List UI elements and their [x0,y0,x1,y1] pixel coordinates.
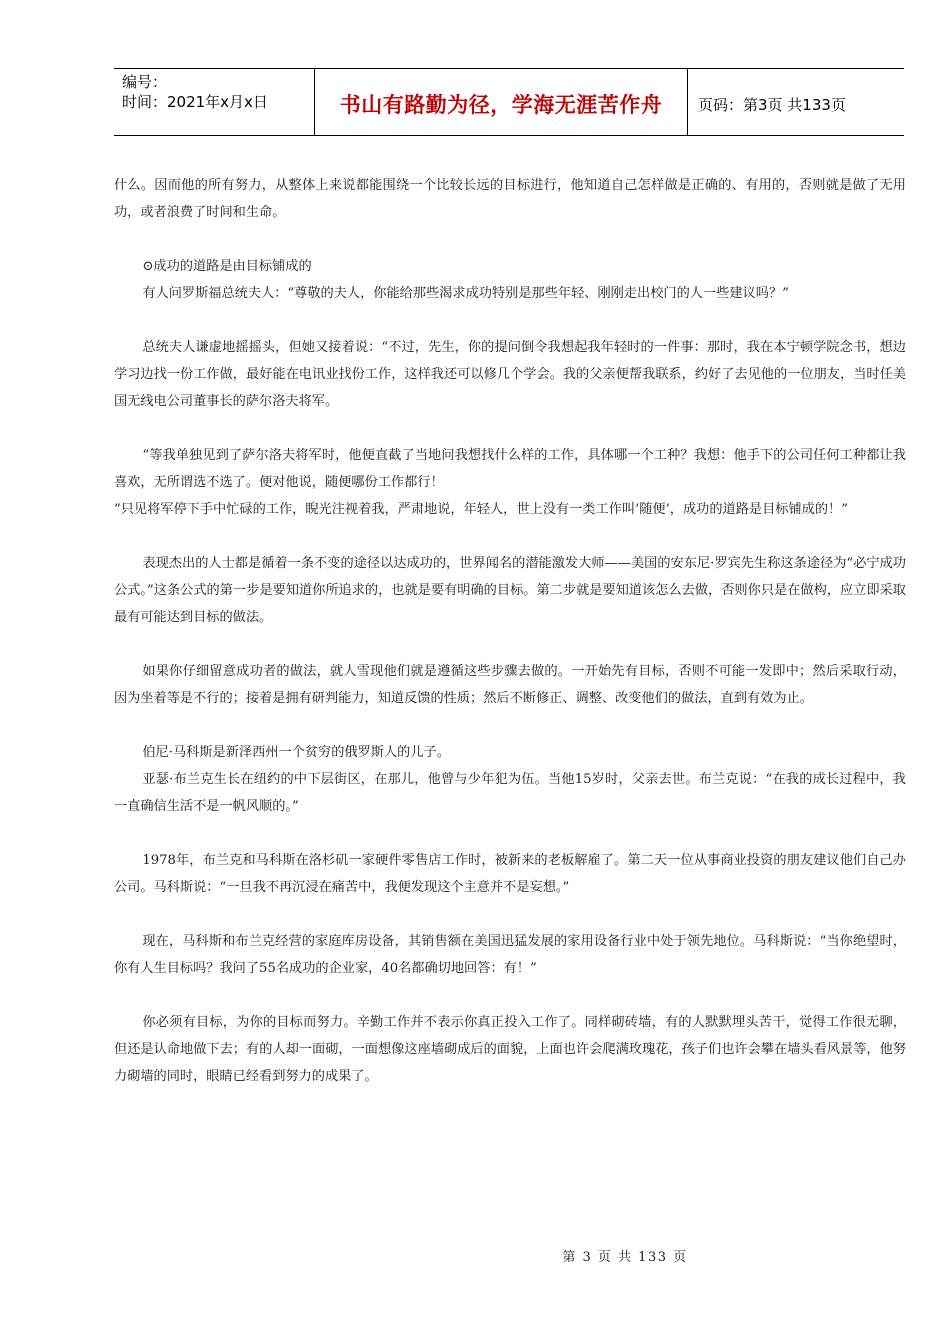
paragraph: 什么。因而他的所有努力，从整体上来说都能围绕一个比较长远的目标进行，他知道自己怎样做是正确的、有用的，否则就是做了无用功，或者浪费了时间和生命。 [114,178,906,220]
header-motto: 书山有路勤为径，学海无涯苦作舟 [315,69,688,135]
page-footer: 第 3 页 共 133 页 [562,1250,688,1265]
section-heading: ⊙成功的道路是由目标铺成的 [142,259,312,274]
paragraph: 如果你仔细留意成功者的做法，就人雪现他们就是遵循这些步骤去做的。一开始先有目标，否则不可能一发即中；然后采取行动，因为坐着等是不行的；接着是拥有研判能力，知道反馈的性质；然后不断修正、调整、改变他们的做法，直到有效为止。 [114,664,906,706]
paragraph: 表现杰出的人士都是循着一条不变的途径以达成功的，世界闻名的潜能激发大师——美国的安东尼·罗宾先生称这条途径为“必宁成功公式。”这条公式的第一步是要知道你所追求的，也就是要有明确的目标。第二步就是要知道该怎么去做，否则你只是在做构，应立即采取最有可能达到目标的做法。 [114,556,906,625]
paragraph: “等我单独见到了萨尔洛夫将军时，他便直截了当地问我想找什么样的工作，具体哪一个工种？我想：他手下的公司任何工种都让我喜欢，无所谓选不选了。便对他说，随便哪份工作都行！ [114,448,906,490]
paragraph: 1978年，布兰克和马科斯在洛杉矶一家硬件零售店工作时，被新来的老板解雇了。第二天一位从事商业投资的朋友建议他们自己办公司。马科斯说：“一旦我不再沉浸在痛苦中，我便发现这个主意并不是妄想。” [114,853,906,895]
paragraph: 亚瑟·布兰克生长在纽约的中下层街区，在那儿，他曾与少年犯为伍。当他15岁时，父亲去世。布兰克说：“在我的成长过程中，我一直确信生活不是一帆风顺的。” [114,772,906,814]
serial-number-label: 编号： [122,73,168,91]
paragraph: 伯尼·马科斯是新泽西州一个贫穷的俄罗斯人的儿子。 [142,745,450,760]
header-page-number: 页码：第3页 共133页 [698,95,846,114]
paragraph: 有人问罗斯福总统夫人：“尊敬的夫人，你能给那些渴求成功特别是那些年轻、刚刚走出校门的人一些建议吗？” [142,286,789,301]
date-label: 时间：2021年x月x日 [122,93,268,111]
paragraph: 现在，马科斯和布兰克经营的家庭库房设备，其销售额在美国迅猛发展的家用设备行业中处于领先地位。马科斯说：“当你绝望时，你有人生目标吗？我问了55名成功的企业家，40名都确切地回答：有！” [114,934,906,976]
header-meta [114,69,315,135]
paragraph: “只见将军停下手中忙碌的工作，睨光注视着我，严肃地说，年轻人，世上没有一类工作叫‘随便’，成功的道路是目标铺成的！” [114,502,848,517]
document-body [114,172,906,1090]
paragraph: 总统夫人谦虚地摇摇头，但她又接着说：“不过，先生，你的提问倒令我想起我年轻时的一件事：那时，我在本宁顿学院念书，想边学习边找一份工作做，最好能在电讯业找份工作，这样我还可以修几个学会。我的父亲便帮我联系，约好了去见他的一位朋友，当时任美国无线电公司董事长的萨尔洛夫将军。 [114,340,906,409]
paragraph: 你必须有目标，为你的目标而努力。辛勤工作并不表示你真正投入工作了。同样砌砖墙，有的人默默埋头苦干，觉得工作很无聊，但还是认命地做下去；有的人却一面砌，一面想像这座墙砌成后的面貌，上面也许会爬满玫瑰花，孩子们也许会攀在墙头看风景等，他努力砌墙的同时，眼睛已经看到努力的成果了。 [114,1015,906,1084]
page-header [114,68,904,136]
